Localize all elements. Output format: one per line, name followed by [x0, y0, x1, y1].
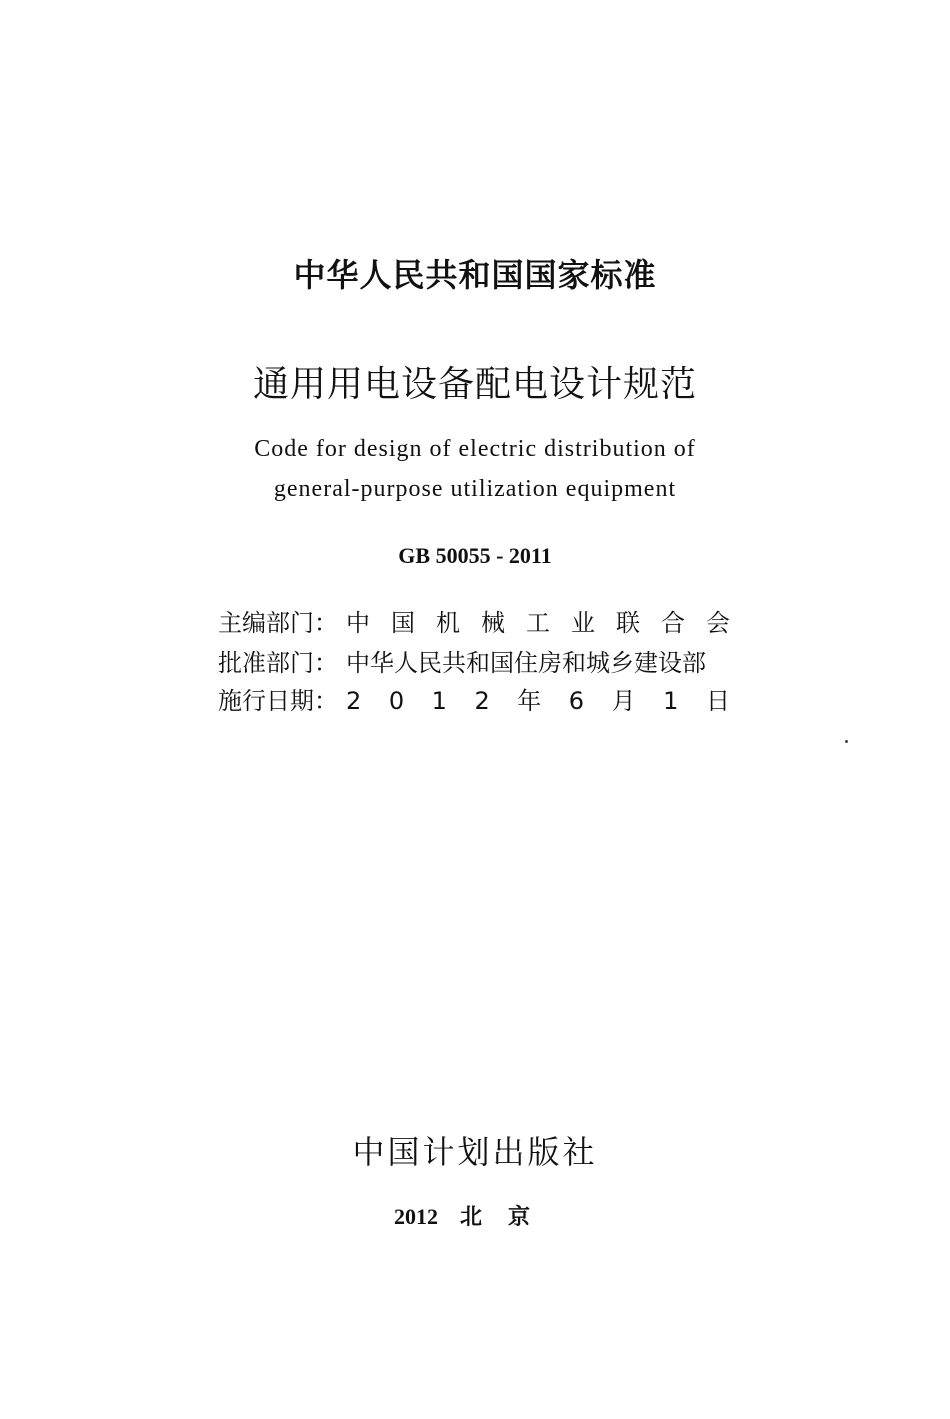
- chinese-title: 通用用电设备配电设计规范: [252, 364, 697, 405]
- approver-department-value: 中华人民共和国住房和城乡建设部: [346, 649, 706, 677]
- editor-department-label: 主编部门：: [218, 609, 338, 637]
- publication-city: 北京: [459, 1205, 556, 1230]
- editor-department-char: 会: [706, 609, 730, 637]
- editor-department-char: 械: [481, 609, 505, 637]
- series-title: 中华人民共和国国家标准: [293, 256, 657, 294]
- publisher-name: 中国计划出版社: [352, 1133, 598, 1171]
- effective-date-char: 日: [705, 687, 730, 715]
- effective-date-value: [346, 684, 730, 718]
- editor-department-char: 国: [391, 609, 415, 637]
- english-title-line-1: Code for design of electric distribution of: [254, 436, 696, 462]
- effective-date-char: 1: [663, 687, 679, 715]
- scan-speck: [845, 740, 848, 743]
- editor-department-char: 业: [571, 609, 595, 637]
- effective-date-row: [218, 684, 730, 718]
- editor-department-char: 机: [436, 609, 460, 637]
- effective-date-char: 月: [611, 687, 636, 715]
- editor-department-value: [346, 606, 730, 640]
- effective-date-char: 2: [346, 687, 362, 715]
- effective-date-char: 年: [517, 687, 542, 715]
- english-title-line-2: general-purpose utilization equipment: [273, 476, 677, 502]
- effective-date-char: 0: [388, 687, 405, 715]
- effective-date-char: 2: [474, 687, 490, 715]
- publication-year-city: [0, 1200, 950, 1231]
- editor-department-char: 中: [346, 609, 370, 637]
- standard-number: GB 50055 - 2011: [398, 543, 552, 568]
- approver-department-row: [218, 646, 730, 680]
- effective-date-char: 1: [431, 687, 447, 715]
- editor-department-char: 工: [526, 609, 550, 637]
- publication-year: 2012: [393, 1204, 438, 1229]
- approver-department-label: 批准部门：: [218, 649, 338, 677]
- editor-department-char: 合: [661, 609, 685, 637]
- editor-department-char: 联: [616, 609, 640, 637]
- effective-date-label: 施行日期：: [218, 687, 338, 715]
- editor-department-row: [218, 606, 730, 640]
- effective-date-char: 6: [568, 687, 585, 715]
